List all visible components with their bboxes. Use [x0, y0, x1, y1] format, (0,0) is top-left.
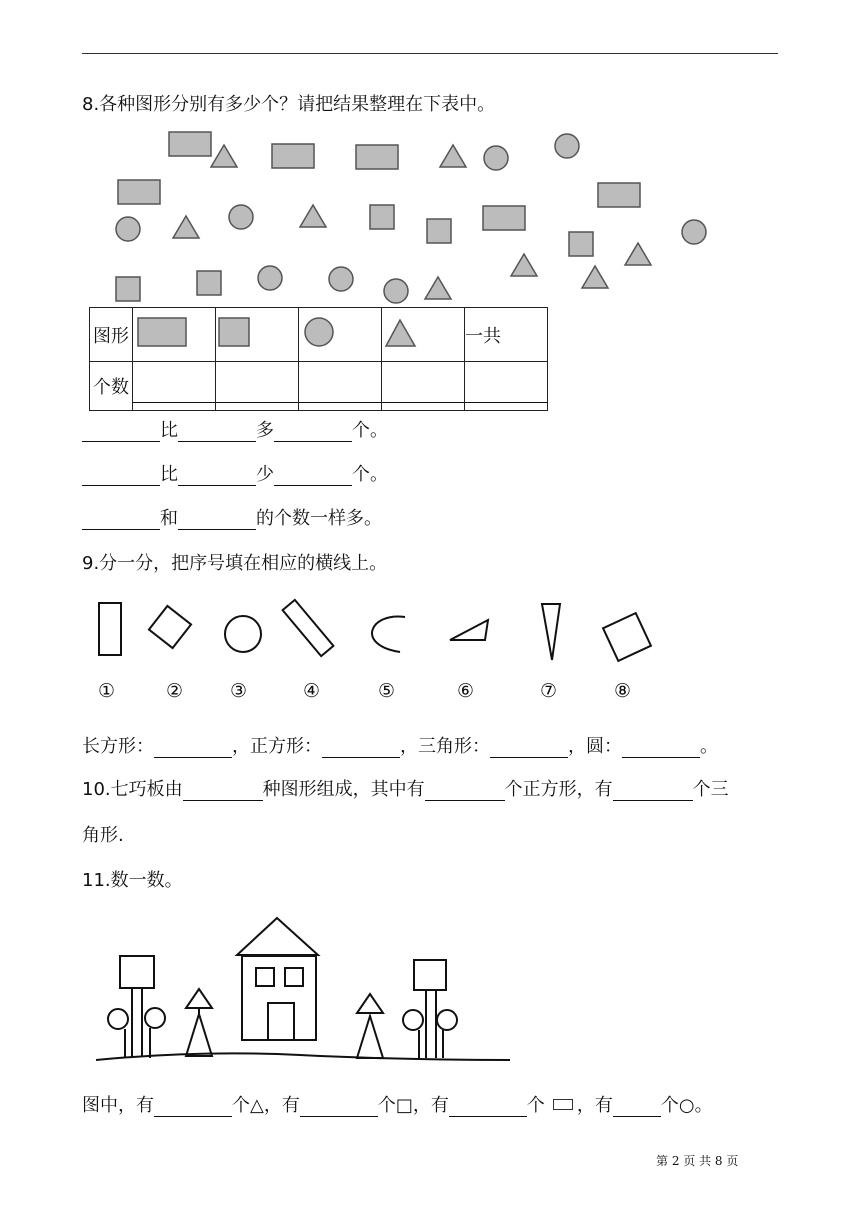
rectangle-shape	[272, 144, 314, 168]
scene-triangle	[357, 994, 383, 1013]
circle-shape	[384, 279, 408, 303]
house-window-square	[256, 968, 274, 986]
row-label-shapes: 图形	[90, 308, 133, 362]
q9-shape-8-square	[603, 613, 651, 661]
q9-shape-3-circle	[225, 616, 261, 652]
scene-circle	[145, 1008, 165, 1028]
answer-blank[interactable]	[183, 782, 263, 801]
q10-line2: 角形.	[82, 825, 124, 846]
house-window-square	[285, 968, 303, 986]
row-label-count: 个数	[90, 362, 133, 411]
answer-blank[interactable]	[133, 362, 216, 411]
circle-shape	[116, 217, 140, 241]
answer-blank[interactable]	[322, 739, 400, 758]
answer-blank[interactable]	[300, 1098, 378, 1117]
q9-number: ④	[303, 680, 321, 702]
rectangle-shape	[356, 145, 398, 169]
answer-blank[interactable]	[274, 467, 352, 486]
scene-square	[414, 960, 446, 990]
q9-shape-6-triangle	[450, 620, 488, 640]
answer-blank[interactable]	[622, 739, 700, 758]
cell-rectangle-icon	[133, 308, 216, 362]
answer-blank[interactable]	[490, 739, 568, 758]
answer-blank[interactable]	[425, 782, 505, 801]
rectangle-shape	[483, 206, 525, 230]
q8-count-table	[89, 307, 548, 411]
triangle-shape	[625, 243, 651, 265]
answer-blank[interactable]	[82, 511, 160, 530]
square-shape	[116, 277, 140, 301]
q10-line1: 10.七巧板由 种图形组成，其中有 个正方形，有 个三	[82, 779, 729, 800]
scene-circle	[403, 1010, 423, 1030]
q9-number: ⑤	[378, 680, 396, 702]
circle-shape	[682, 220, 706, 244]
q8-compare-equal: 和 的个数一样多。	[82, 508, 382, 530]
answer-blank[interactable]	[154, 739, 232, 758]
answer-blank[interactable]	[178, 423, 256, 442]
q8-title: 8.各种图形分别有多少个？请把结果整理在下表中。	[82, 94, 496, 115]
q11-answer-line: 图中，有 个△，有 个□，有 个 ，有 个○。	[82, 1095, 713, 1116]
q9-number: ①	[98, 680, 116, 702]
scene-triangle	[186, 989, 212, 1008]
q11-title: 11.数一数。	[82, 870, 183, 891]
answer-blank[interactable]	[299, 362, 382, 411]
answer-blank[interactable]	[82, 467, 160, 486]
scene-triangle	[186, 1014, 212, 1056]
q9-shapes	[99, 600, 651, 661]
rectangle-shape	[598, 183, 640, 207]
house-body-rectangle	[242, 956, 316, 1040]
q11-scene	[96, 918, 510, 1060]
house-roof-triangle	[237, 918, 318, 955]
page-footer: 第 2 页 共 8 页	[656, 1154, 739, 1168]
circle-shape	[555, 134, 579, 158]
rectangle-shape	[118, 180, 160, 204]
answer-blank[interactable]	[465, 362, 548, 411]
answer-blank[interactable]	[178, 467, 256, 486]
q9-answer-line: 长方形： ，正方形： ，三角形： ，圆： 。	[82, 736, 718, 757]
q9-shape-4-rectangle	[283, 600, 334, 656]
q9-number: ⑧	[614, 680, 632, 702]
scene-circle	[108, 1009, 128, 1029]
answer-blank[interactable]	[449, 1098, 527, 1117]
square-shape	[197, 271, 221, 295]
table-row	[90, 308, 548, 362]
q9-title: 9.分一分，把序号填在相应的横线上。	[82, 553, 388, 574]
triangle-shape	[211, 145, 237, 167]
q9-number: ③	[230, 680, 248, 702]
circle-shape	[258, 266, 282, 290]
house-door-rectangle	[268, 1003, 294, 1040]
answer-blank[interactable]	[82, 423, 160, 442]
triangle-shape	[440, 145, 466, 167]
square-shape	[427, 219, 451, 243]
rectangle-shape	[169, 132, 211, 156]
scene-triangle	[357, 1016, 383, 1058]
answer-blank[interactable]	[274, 423, 352, 442]
answer-blank[interactable]	[613, 782, 693, 801]
circle-shape	[329, 267, 353, 291]
q8-compare-less: 比 少 个。	[82, 464, 388, 486]
square-shape	[569, 232, 593, 256]
q9-number: ⑦	[540, 680, 558, 702]
q9-number: ⑥	[457, 680, 475, 702]
q9-shape-5-arc	[372, 616, 405, 652]
triangle-shape	[511, 254, 537, 276]
cell-square-icon	[216, 308, 299, 362]
q9-shape-7-triangle	[542, 604, 560, 660]
scene-circle	[437, 1010, 457, 1030]
answer-blank[interactable]	[216, 362, 299, 411]
ground-line	[96, 1053, 510, 1060]
answer-blank[interactable]	[382, 362, 465, 411]
table-row	[90, 362, 548, 411]
q8-compare-more: 比 多 个。	[82, 420, 388, 442]
rectangle-glyph-icon	[553, 1099, 573, 1110]
row-label-total: 一共	[465, 308, 548, 362]
circle-shape	[229, 205, 253, 229]
triangle-shape	[173, 216, 199, 238]
triangle-shape	[582, 266, 608, 288]
answer-blank[interactable]	[154, 1098, 232, 1117]
square-shape	[370, 205, 394, 229]
scene-square	[120, 956, 154, 988]
triangle-shape	[425, 277, 451, 299]
q9-shape-1-rectangle	[99, 603, 121, 655]
triangle-shape	[300, 205, 326, 227]
q9-number: ②	[166, 680, 184, 702]
cell-circle-icon	[299, 308, 382, 362]
q9-number-row	[0, 680, 860, 706]
answer-blank[interactable]	[178, 511, 256, 530]
q9-shape-2-square	[149, 606, 191, 648]
answer-blank[interactable]	[613, 1098, 661, 1117]
circle-shape	[484, 146, 508, 170]
cell-triangle-icon	[382, 308, 465, 362]
